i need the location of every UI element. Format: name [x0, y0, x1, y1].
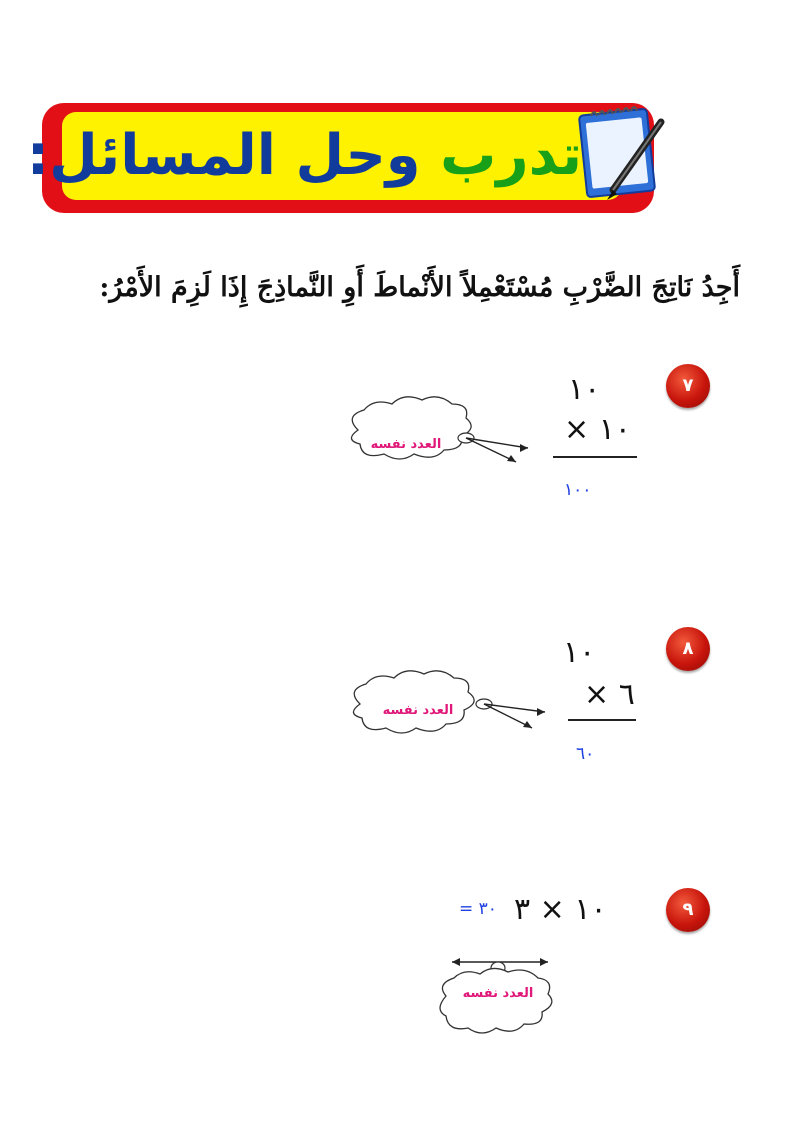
problem-expression: ١٠ × ٣	[514, 892, 607, 927]
problem-bottom-number: ٦ ×	[584, 677, 635, 712]
problem-bottom-number: ١٠ ×	[564, 412, 631, 447]
cloud-label: العدد نفسه	[370, 437, 442, 452]
problem-number-badge: ٨	[666, 627, 710, 671]
banner-title-blue: وحل المسائل:	[26, 123, 441, 188]
problem-number-badge: ٩	[666, 888, 710, 932]
cloud-label: العدد نفسه	[382, 703, 454, 718]
problem-top-number: ١٠	[568, 372, 601, 407]
problem-answer: ٦٠	[576, 744, 595, 764]
problem-number-badge: ٧	[666, 364, 710, 408]
banner-title-green: تدرب	[440, 123, 582, 188]
problem-answer: ٣٠ =	[459, 899, 497, 919]
problem-top-number: ١٠	[563, 635, 596, 670]
problem-answer: ١٠٠	[564, 480, 592, 500]
cloud-label: العدد نفسه	[462, 986, 534, 1001]
instruction-text: أَجِدُ نَاتِجَ الضَّرْبِ مُسْتَعْمِلاً الأَنْماطَ أَوِ النَّماذِجَ إِذَا لَزِمَ الأَمْرُ:	[99, 272, 740, 303]
